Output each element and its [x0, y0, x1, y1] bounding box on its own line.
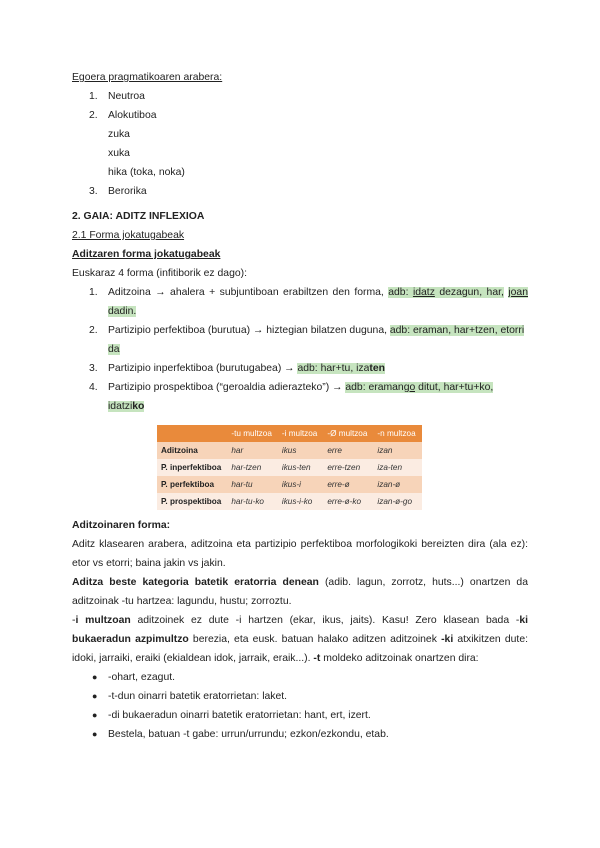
table-row: P. perfektiboa har-tu ikus-i erre-ø izan-ø [157, 476, 422, 493]
sub-item: hika (toka, noka) [108, 167, 185, 178]
paragraph: Aditz klasearen arabera, aditzoina eta partizipio perfektiboa morfologikoki bereizten dira (ala ez): etor vs etorri; baina jakin vs jakin. [72, 539, 528, 569]
aditzoina-heading: Aditzoinaren forma: [72, 520, 171, 531]
table-header: -i multzoa [278, 425, 324, 442]
table-row: P. inperfektiboa har-tzen ikus-ten erre-tzen iza-ten [157, 459, 422, 476]
forms-table [157, 425, 422, 510]
chapter-title: 2. GAIA: ADITZ INFLEXIOA [72, 211, 205, 222]
bullet-icon: ● [92, 691, 98, 701]
bullet-item: ● -t-dun oinarri batetik eratorrietan: laket. [72, 687, 528, 706]
list-item: 1. Neutroa [89, 91, 145, 102]
table-header: -tu multzoa [227, 425, 278, 442]
bullet-icon: ● [92, 710, 98, 720]
intro-text: Euskaraz 4 forma (infitiborik ez dago): [72, 268, 247, 279]
bullet-item: ● -ohart, ezagut. [72, 668, 528, 687]
bullet-item: ● Bestela, batuan -t gabe: urrun/urrundu; ezkon/ezkondu, etab. [72, 725, 528, 744]
form-item: 2. Partizipio perfektiboa (burutua) → hiztegian bilatzen duguna, adb: eraman, har+tzen, etorri da [89, 325, 525, 355]
form-item: 1. Aditzoina → ahalera + subjuntiboan erabiltzen den forma, adb: idatz dezagun, har, joan dadin. [89, 287, 528, 317]
subsection-title: 2.1 Forma jokatugabeak [72, 230, 185, 241]
bullet-icon: ● [92, 672, 98, 682]
table-header-row [157, 425, 422, 442]
section-heading: Egoera pragmatikoaren arabera: [72, 72, 223, 83]
form-item: 3. Partizipio inperfektiboa (burutugabea) → adb: har+tu, izaten [89, 363, 385, 374]
list-item: 2. Alokutiboa [89, 110, 157, 121]
table-row: P. prospektiboa har-tu-ko ikus-i-ko erre-ø-ko izan-ø-go [157, 493, 422, 510]
bullet-icon: ● [92, 729, 98, 739]
forma-heading: Aditzaren forma jokatugabeak [72, 249, 221, 260]
paragraph: -i multzoan aditzoinek ez dute -i hartzen (ekar, ikus, jaits). Kasu! Zero klasean bada -ki bukaeradun azpimultzo berezia, eta eusk. batuan halako aditzen aditzoinek -ki atxikitzen dute: idoki, jarraiki, eraiki (ekialdean idok, jarraik, eraik...). -t moldeko aditzoinak onartzen dira: [72, 615, 528, 664]
form-item: 4. Partizipio prospektiboa (“geroaldia adierazteko”) → adb: eramango ditut, har+tu+ko, idatziko [89, 382, 494, 412]
sub-item: xuka [108, 148, 130, 159]
table-header [157, 425, 227, 442]
sub-item: zuka [108, 129, 130, 140]
table-row: Aditzoina har ikus erre izan [157, 442, 422, 459]
table-header: -n multzoa [373, 425, 421, 442]
paragraph: Aditza beste kategoria batetik eratorria denean (adib. lagun, zorrotz, huts...) onartzen da aditzoinak -tu hartzea: lagundu, hustu; zorroztu. [72, 577, 528, 607]
bullet-item: ● -di bukaeradun oinarri batetik eratorrietan: hant, ert, izert. [72, 706, 528, 725]
list-item: 3. Berorika [89, 186, 147, 197]
document-page [72, 68, 528, 744]
table-header: -Ø multzoa [323, 425, 373, 442]
